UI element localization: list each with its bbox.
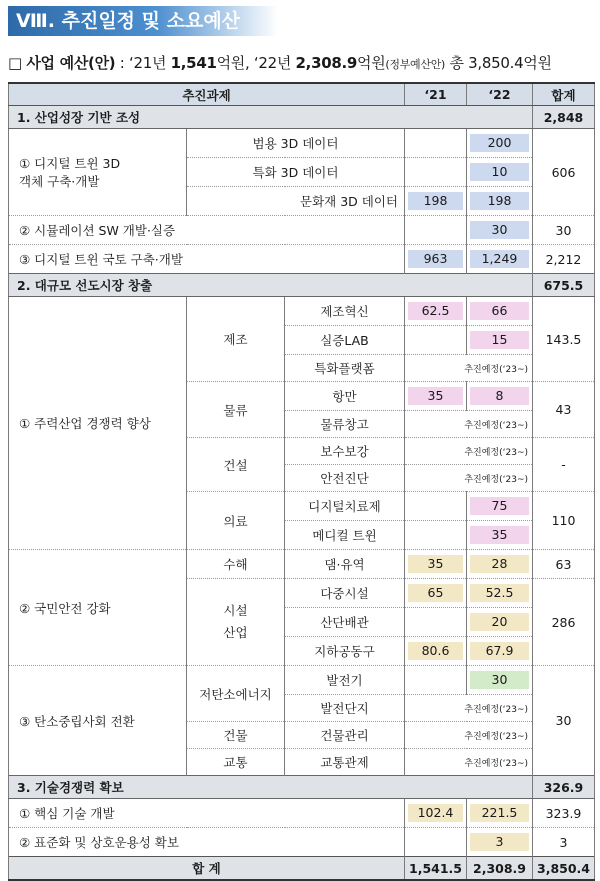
section-title-3: 3. 기술경쟁력 확보 [9, 776, 533, 799]
value-2022: 66 [470, 302, 529, 320]
item-name: ③ 탄소중립사회 전환 [9, 666, 187, 776]
category-total: - [533, 438, 595, 492]
sub-item-name: 문화재 3D 데이터 [187, 187, 405, 216]
header-2022: ‘22 [467, 83, 533, 106]
planned-note: 추진예정(‘23~) [405, 465, 533, 492]
sub-item-name: 산단배관 [285, 608, 405, 637]
sub-item-name: 교통관제 [285, 749, 405, 776]
budget-label: 사업 예산(안) [26, 54, 116, 72]
category-total: 286 [533, 579, 595, 666]
grand-total: 3,850.4 [533, 857, 595, 881]
value-2021: 102.4 [408, 804, 463, 822]
item-total: 30 [533, 216, 595, 245]
table-row [9, 799, 595, 828]
value-2021: 35 [408, 387, 463, 405]
value-2022: 67.9 [470, 642, 529, 660]
grand-total-row [9, 857, 595, 881]
value-2022: 35 [470, 526, 529, 544]
value-2021: 80.6 [408, 642, 463, 660]
sub-item-name: 지하공동구 [285, 637, 405, 666]
planned-note: 추진예정(‘23~) [405, 722, 533, 749]
category-total: 110 [533, 492, 595, 550]
table-header [9, 83, 595, 106]
budget-table [8, 82, 595, 881]
sub-item-name: 물류창고 [285, 411, 405, 438]
value-2022: 52.5 [470, 584, 529, 602]
value-2022: 20 [470, 613, 529, 631]
sub-item-name: 메디컬 트윈 [285, 521, 405, 550]
item-name: ② 국민안전 강화 [9, 550, 187, 666]
budget-note: (정부예산안) [385, 58, 446, 71]
value-2022: 221.5 [470, 804, 529, 822]
sub-item-name: 특화플랫폼 [285, 355, 405, 382]
sub-item-name: 다중시설 [285, 579, 405, 608]
section-row [9, 776, 595, 799]
section-title-2: 2. 대규모 선도시장 창출 [9, 274, 533, 297]
category-name: 수해 [187, 550, 285, 579]
value-2021: 963 [408, 250, 463, 268]
category-name: 의료 [187, 492, 285, 550]
sub-item-name: 발전단지 [285, 695, 405, 722]
category-total: 63 [533, 550, 595, 579]
section-title: Ⅷ. 추진일정 및 소요예산 [8, 6, 278, 36]
grand-total-label: 합 계 [9, 857, 405, 881]
category-name: 물류 [187, 382, 285, 438]
sub-item-name: 건물관리 [285, 722, 405, 749]
value-2022: 15 [470, 331, 529, 349]
category-name: 교통 [187, 749, 285, 776]
category-name: 제조 [187, 297, 285, 382]
section-row [9, 106, 595, 129]
section-title-1: 1. 산업성장 기반 조성 [9, 106, 533, 129]
header-total: 합계 [533, 83, 595, 106]
planned-note: 추진예정(‘23~) [405, 438, 533, 465]
item-name: ① 디지털 트윈 3D 객체 구축·개발 [9, 129, 187, 216]
item-name: ② 시뮬레이션 SW 개발·실증 [9, 216, 405, 245]
item-name: ③ 디지털 트윈 국토 구축·개발 [9, 245, 405, 274]
item-total: 323.9 [533, 799, 595, 828]
value-2022: 28 [470, 555, 529, 573]
table-row [9, 666, 595, 695]
item-total: 2,212 [533, 245, 595, 274]
category-name: 건설 [187, 438, 285, 492]
header-task: 추진과제 [9, 83, 405, 106]
table-row [9, 550, 595, 579]
sub-item-name: 범용 3D 데이터 [187, 129, 405, 158]
section-total: 675.5 [533, 274, 595, 297]
value-2022: 200 [470, 134, 529, 152]
category-total: 43 [533, 382, 595, 438]
value-2021: 65 [408, 584, 463, 602]
planned-note: 추진예정(‘23~) [405, 411, 533, 438]
category-name: 시설 산업 [187, 579, 285, 666]
sub-item-name: 안전진단 [285, 465, 405, 492]
budget-total: 총 3,850.4억원 [445, 54, 552, 72]
table-row [9, 828, 595, 857]
value-2021: 35 [408, 555, 463, 573]
grand-total-2021: 1,541.5 [405, 857, 467, 881]
value-2021: 62.5 [408, 302, 463, 320]
budget-text: 억원, ‘22년 [216, 54, 296, 72]
sub-item-name: 특화 3D 데이터 [187, 158, 405, 187]
budget-2021: 1,541 [170, 54, 217, 72]
checkbox-glyph: □ [8, 54, 22, 72]
value-2022: 10 [470, 163, 529, 181]
planned-note: 추진예정(‘23~) [405, 695, 533, 722]
table-row [9, 216, 595, 245]
sub-item-name: 보수보강 [285, 438, 405, 465]
header-2021: ‘21 [405, 83, 467, 106]
item-name: ① 주력산업 경쟁력 향상 [9, 297, 187, 550]
budget-2022: 2,308.9 [295, 54, 358, 72]
item-name: ② 표준화 및 상호운용성 확보 [9, 828, 405, 857]
value-2022: 8 [470, 387, 529, 405]
item-name: ① 핵심 기술 개발 [9, 799, 405, 828]
value-2022: 75 [470, 497, 529, 515]
category-total: 143.5 [533, 297, 595, 382]
section-total: 326.9 [533, 776, 595, 799]
budget-summary [8, 52, 552, 73]
table-row [9, 297, 595, 326]
value-2022: 30 [470, 671, 529, 689]
item-total: 3 [533, 828, 595, 857]
budget-text: : ‘21년 [115, 54, 171, 72]
sub-item-name: 발전기 [285, 666, 405, 695]
category-name: 건물 [187, 722, 285, 749]
section-row [9, 274, 595, 297]
grand-total-2022: 2,308.9 [467, 857, 533, 881]
sub-item-name: 항만 [285, 382, 405, 411]
sub-item-name: 제조혁신 [285, 297, 405, 326]
planned-note: 추진예정(‘23~) [405, 749, 533, 776]
table-row [9, 129, 595, 158]
value-2022: 30 [470, 221, 529, 239]
value-2021: 198 [408, 192, 463, 210]
sub-item-name: 댐·유역 [285, 550, 405, 579]
sub-item-name: 디지털치료제 [285, 492, 405, 521]
table-row [9, 245, 595, 274]
value-2022: 3 [470, 833, 529, 851]
category-name: 저탄소에너지 [187, 666, 285, 722]
section-total: 2,848 [533, 106, 595, 129]
planned-note: 추진예정(‘23~) [405, 355, 533, 382]
value-2022: 1,249 [470, 250, 529, 268]
item-total: 606 [533, 129, 595, 216]
item-total: 30 [533, 666, 595, 776]
budget-text: 억원 [357, 54, 386, 72]
sub-item-name: 실증LAB [285, 326, 405, 355]
value-2022: 198 [470, 192, 529, 210]
